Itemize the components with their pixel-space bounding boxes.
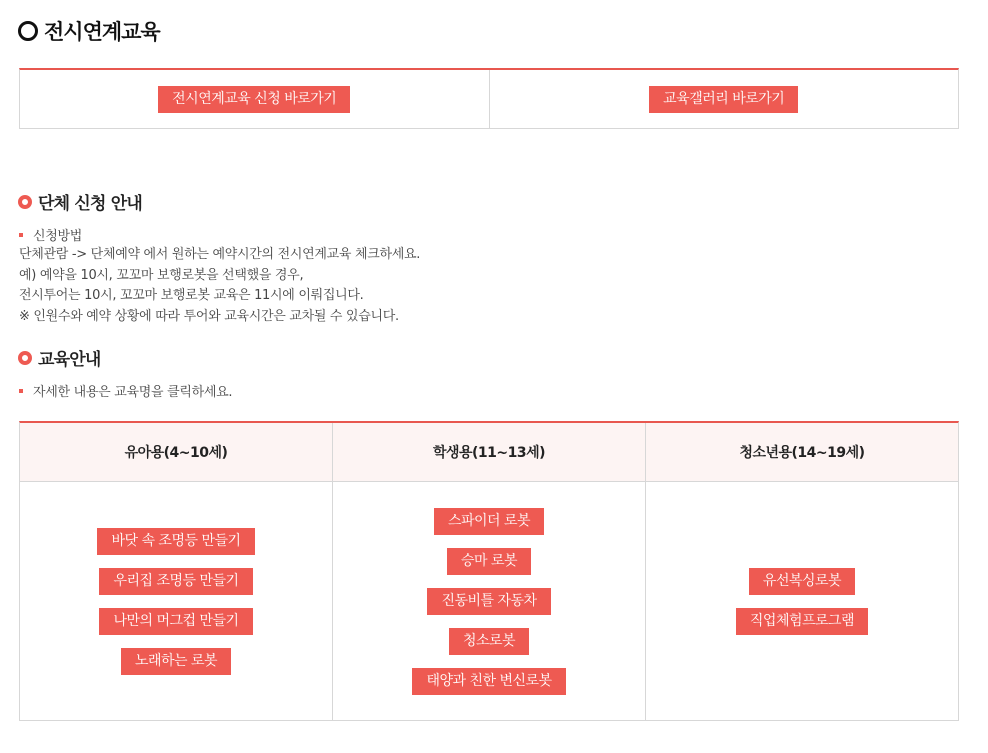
edu-column-youth [645, 423, 958, 720]
page-title-text: 전시연계교육 [44, 20, 160, 44]
program-button[interactable]: 청소로봇 [449, 628, 529, 655]
square-bullet-icon [19, 389, 23, 393]
square-bullet-icon [19, 233, 23, 237]
column-header: 학생용(11~13세) [333, 423, 645, 482]
link-box [19, 68, 959, 129]
program-button[interactable]: 태양과 친한 변신로봇 [412, 668, 565, 695]
column-body [20, 482, 332, 720]
apply-link-button[interactable]: 전시연계교육 신청 바로가기 [158, 86, 350, 113]
method-label-text: 신청방법 [33, 229, 83, 244]
edu-note-text: 자세한 내용은 교육명을 클릭하세요. [33, 385, 233, 400]
column-body [333, 482, 645, 720]
edu-note [19, 381, 232, 400]
instruction-line: 예) 예약을 10시, 꼬꼬마 보행로봇을 선택했을 경우, [19, 267, 304, 283]
group-section-title [18, 189, 142, 214]
program-button[interactable]: 노래하는 로봇 [121, 648, 231, 675]
program-button[interactable]: 진동비틀 자동차 [427, 588, 550, 615]
program-button[interactable]: 유선복싱로봇 [749, 568, 855, 595]
program-button[interactable]: 승마 로봇 [447, 548, 531, 575]
edu-section-title [18, 345, 101, 370]
group-section-title-text: 단체 신청 안내 [38, 194, 142, 214]
program-button[interactable]: 나만의 머그컵 만들기 [99, 608, 252, 635]
edu-column-student [332, 423, 645, 720]
instruction-line: ※ 인원수와 예약 상황에 따라 투어와 교육시간은 교차될 수 있습니다. [19, 308, 399, 324]
program-button[interactable]: 우리집 조명등 만들기 [99, 568, 252, 595]
edu-section-title-text: 교육안내 [38, 350, 101, 370]
column-body [646, 482, 958, 720]
program-button[interactable]: 직업체험프로그램 [736, 608, 868, 635]
edu-column-toddler [20, 423, 332, 720]
gallery-link-button[interactable]: 교육갤러리 바로가기 [649, 86, 798, 113]
instruction-line: 전시투어는 10시, 꼬꼬마 보행로봇 교육은 11시에 이뤄집니다. [19, 288, 364, 303]
column-header: 청소년용(14~19세) [646, 423, 958, 482]
page-title [18, 16, 160, 46]
column-header: 유아용(4~10세) [20, 423, 332, 482]
education-table [19, 421, 959, 721]
instruction-line: 단체관람 -> 단체예약 에서 원하는 예약시간의 전시연계교육 체크하세요. [19, 247, 421, 262]
bullet-ring-icon [18, 351, 32, 365]
circle-icon [18, 21, 38, 41]
link-cell-apply [20, 70, 489, 128]
group-instructions [19, 245, 420, 327]
program-button[interactable]: 바닷 속 조명등 만들기 [97, 528, 254, 555]
program-button[interactable]: 스파이더 로봇 [434, 508, 544, 535]
bullet-ring-icon [18, 195, 32, 209]
method-label [19, 225, 82, 244]
link-cell-gallery [489, 70, 959, 128]
